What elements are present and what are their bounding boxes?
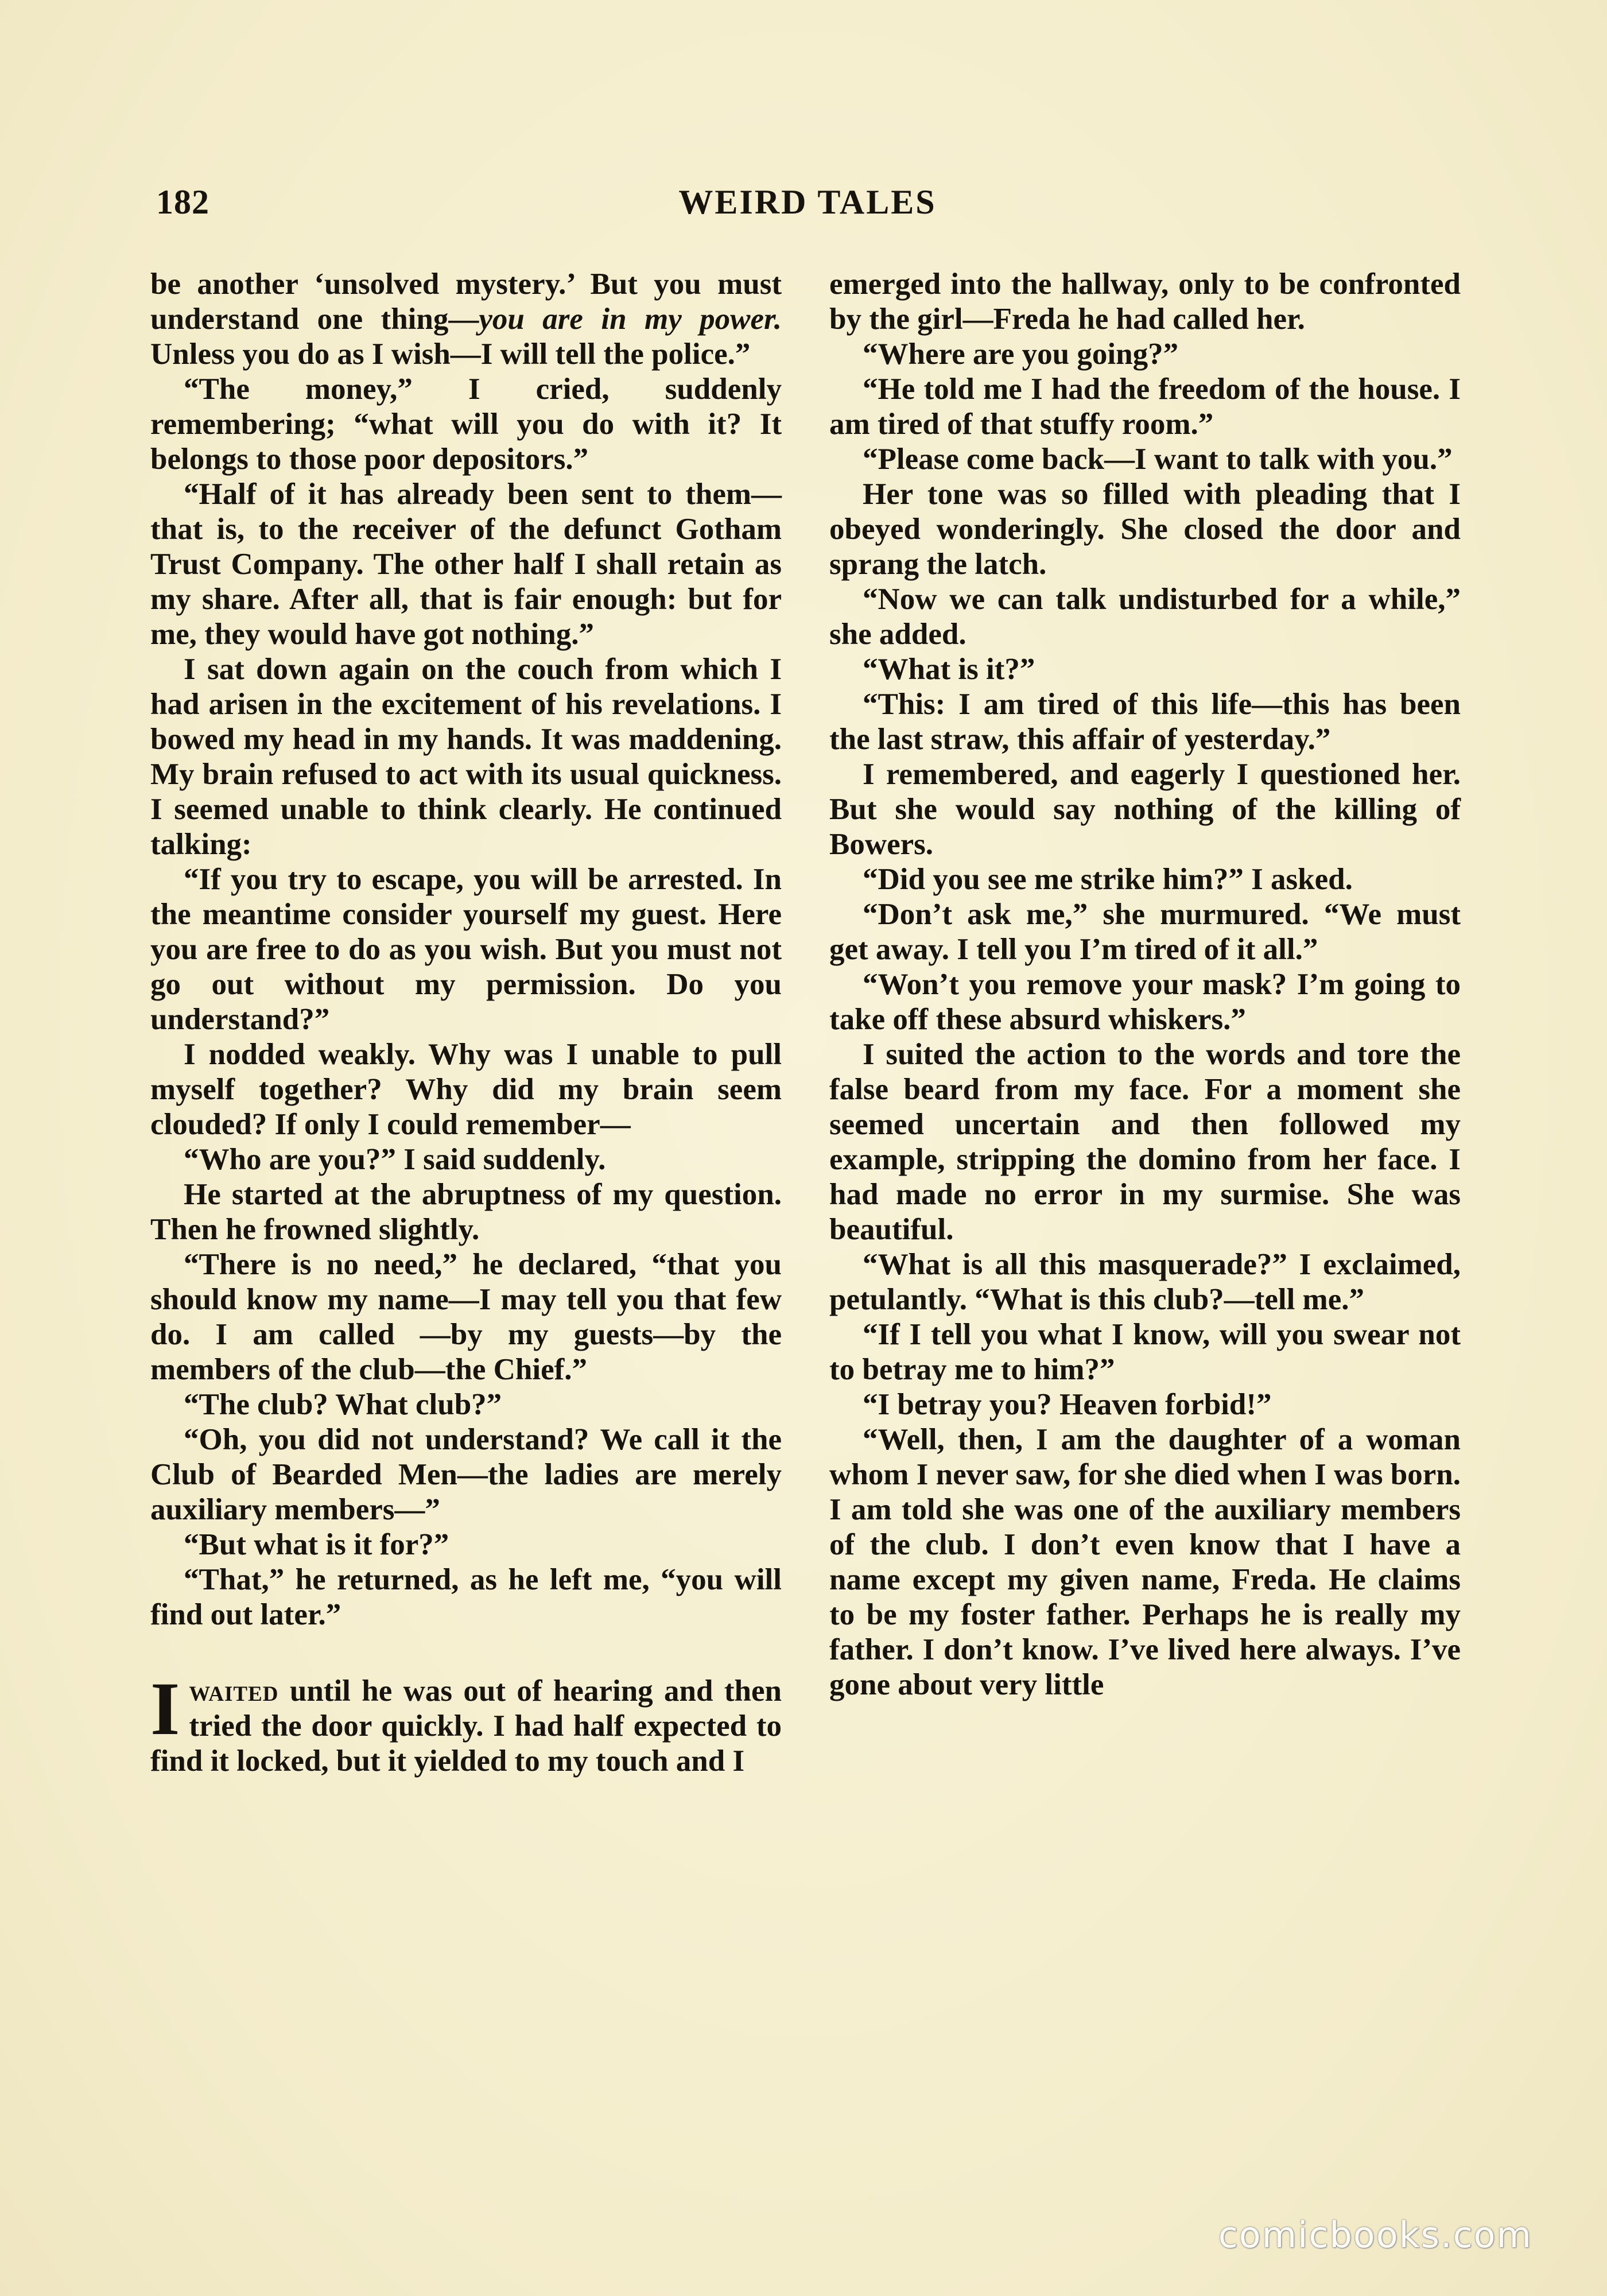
section-break: [150, 1632, 782, 1674]
paragraph: “Don’t ask me,” she murmured. “We must get away. I tell you I’m tired of it all.”: [829, 898, 1461, 966]
paragraph: “This: I am tired of this life—this has been the last straw, this affair of yesterday.”: [829, 688, 1461, 756]
paragraph: “Oh, you did not understand? We call it the Club of Bearded Men—the ladies are merely auxiliary members—”: [150, 1423, 782, 1526]
drop-cap: I: [150, 1666, 180, 1751]
paragraph: I suited the action to the words and tore the false beard from my face. For a moment she seemed uncertain and then followed my example, stripping the domino from her face. I had made no error in my surmise. She was beautiful.: [829, 1038, 1461, 1246]
paragraph: I remembered, and eagerly I questioned her. But she would say nothing of the killing of Bowers.: [829, 758, 1461, 861]
page-number: 182: [156, 183, 209, 221]
paragraph: “Where are you going?”: [863, 338, 1179, 371]
small-caps-lead: waited: [189, 1674, 279, 1708]
paragraph: He started at the abruptness of my question. Then he frowned slightly.: [150, 1178, 782, 1246]
paragraph-text: be another ‘unsolved mystery.’ But you must understand one thing—: [150, 267, 782, 336]
paragraph: “Who are you?” I said suddenly.: [184, 1143, 606, 1176]
paragraph: “If I tell you what I know, will you swear not to betray me to him?”: [829, 1318, 1461, 1386]
paragraph: “The money,” I cried, suddenly remembering; “what will you do with it? It belongs to those poor depositors.”: [150, 373, 782, 476]
paragraph: “What is it?”: [863, 653, 1035, 686]
paragraph: “He told me I had the freedom of the house. I am tired of that stuffy room.”: [829, 373, 1461, 441]
paragraph: I sat down again on the couch from which I had arisen in the excitement of his revelations. I bowed my head in my hands. It was maddening. My brain refused to act with its usual quickness. I seemed unable to think clearly. He continued talking:: [150, 653, 782, 861]
paragraph: “I betray you? Heaven forbid!”: [863, 1388, 1272, 1421]
paragraph: emerged into the hallway, only to be confronted by the girl—Freda he had called her.: [829, 267, 1461, 336]
drop-cap-paragraph: [150, 1666, 782, 1779]
paragraph: “Half of it has already been sent to them—that is, to the receiver of the defunct Gotham Trust Company. The other half I shall retain as my share. After all, that is fair enough: but for me, they would have got nothing.”: [150, 478, 782, 651]
running-head: WEIRD TALES: [678, 183, 937, 221]
paragraph: [150, 267, 782, 372]
paragraph: Her tone was so filled with pleading that I obeyed wonderingly. She closed the door and sprang the latch.: [829, 478, 1461, 581]
watermark-logo: comicbooks.com: [1218, 2214, 1532, 2256]
left-column: [150, 267, 782, 1779]
paragraph: “Did you see me strike him?” I asked.: [863, 863, 1353, 896]
paragraph: “Now we can talk undisturbed for a while,” she added.: [829, 583, 1461, 651]
right-column: [829, 267, 1461, 1702]
paragraph: “That,” he returned, as he left me, “you will find out later.”: [150, 1563, 782, 1631]
page-header: [156, 183, 1459, 223]
paragraph-text: until he was out of hearing and then tried the door quickly. I had half expected to find it locked, but it yielded to my touch and I: [150, 1674, 782, 1778]
paragraph: I nodded weakly. Why was I unable to pull myself together? Why did my brain seem clouded? If only I could remember—: [150, 1038, 782, 1141]
paragraph: “What is all this masquerade?” I exclaimed, petulantly. “What is this club?—tell me.”: [829, 1248, 1461, 1316]
paragraph-text: Unless you do as I wish—I will tell the police.”: [150, 338, 751, 371]
paragraph: “Please come back—I want to talk with you.”: [863, 443, 1453, 476]
paragraph: “There is no need,” he declared, “that you should know my name—I may tell you that few do. I am called —by my guests—by the members of the club—the Chief.”: [150, 1248, 782, 1386]
paragraph: “Well, then, I am the daughter of a woman whom I never saw, for she died when I was born. I am told she was one of the auxiliary members of the club. I don’t even know that I have a name except my given name, Freda. He claims to be my foster father. Perhaps he is really my father. I don’t know. I’ve lived here always. I’ve gone about very little: [829, 1423, 1461, 1701]
paragraph: “But what is it for?”: [184, 1528, 449, 1561]
paragraph: “Won’t you remove your mask? I’m going to take off these absurd whiskers.”: [829, 968, 1461, 1036]
paragraph: “The club? What club?”: [184, 1388, 502, 1421]
paragraph: “If you try to escape, you will be arrested. In the meantime consider yourself my guest. Here you are free to do as you wish. But you must not go out without my permission. Do you understand?”: [150, 863, 782, 1036]
emphasis-text: you are in my power.: [479, 302, 782, 336]
